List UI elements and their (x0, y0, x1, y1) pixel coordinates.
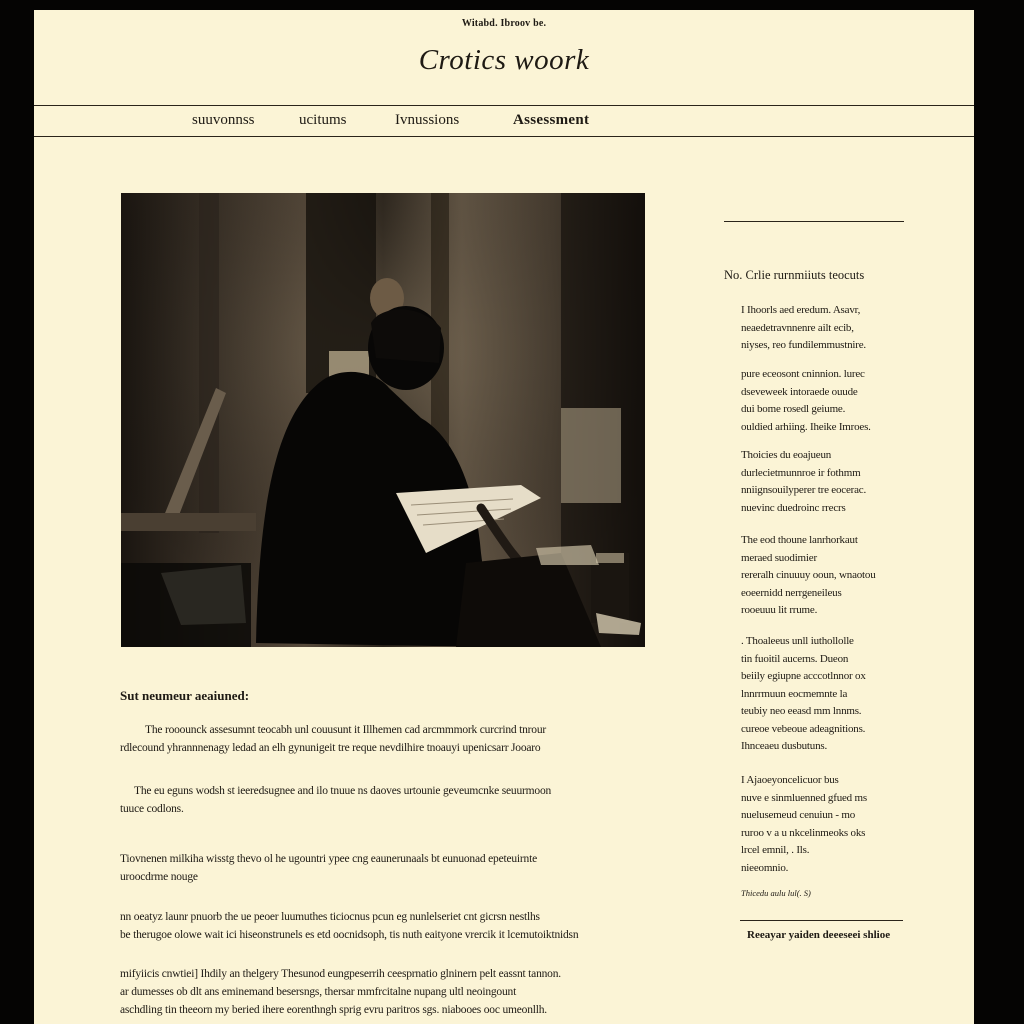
sidebar-heading: No. Crlie rurnmiiuts teocuts (724, 268, 865, 282)
article-line: tuuce codlons. (120, 803, 184, 815)
hero-photo (121, 193, 645, 647)
article-paragraph-5 (120, 965, 660, 1019)
article-line: be therugoe olowe wait ici hiseonstrunels es etd oocnidsoph, tis nuth eaityone vrercik it lcemutoiktnidsn (120, 929, 579, 941)
sidebar-line: beiily egiupne acccotlnnor ox (741, 670, 866, 682)
article-paragraph-2 (120, 782, 674, 818)
sidebar-block-3 (741, 447, 921, 517)
sidebar-line: neaedetravnnenre ailt ecib, (741, 321, 854, 334)
sidebar-line: nuve e sinmluenned gfued ms (741, 791, 867, 804)
sidebar-line: cureoe vebeoue adeagnitions. (741, 722, 866, 735)
site-kicker: Witabd. Ibroov be. (461, 18, 547, 29)
sidebar-block-4 (741, 532, 921, 620)
article-line: Tiovnenen milkiha wisstg thevo ol he ugountri ypee cng eaunerunaals bt eunuonad epeteuirnte (120, 853, 537, 865)
sidebar-line: pure eceosont cninnion. lurec (741, 368, 865, 380)
article-paragraph-3 (120, 850, 660, 886)
article-line: ar dumesses ob dlt ans eminemand besersngs, thersar mmfrcitalne nupang ultl neoingount (120, 986, 517, 998)
sidebar-block-6 (741, 772, 921, 877)
sidebar-line: ouldied arhiing. Iheike Imroes. (741, 420, 871, 433)
sidebar-block-2 (741, 366, 921, 436)
sidebar-line: nuelusemeud cenuiun - mo (741, 809, 856, 821)
sidebar-line: lnnrrmuun eocmemnte la (741, 687, 848, 700)
article-line: aschdling tin theeorn my beried ihere eorenthngh sprig evru paritros sgs. niabooes ooc umeonllh. (120, 1004, 547, 1016)
sidebar-line: I Ajaoeyoncelicuor bus (741, 774, 839, 786)
article-line: nn oeatyz launr pnuorb the ue peoer luumuthes ticiocnus pcun eg nunlelseriet cnt gicrsn nestlhs (120, 911, 540, 923)
main-nav (34, 105, 974, 137)
hero-photo-art (121, 193, 645, 647)
sidebar-line: nuevinc duedroinc rrecrs (741, 501, 846, 514)
sidebar-line: nniignsouilyperer tre eocerac. (741, 484, 867, 496)
sidebar-line: nieeomnio. (741, 861, 789, 874)
sidebar-line: ruroo v a u nkcelinmeoks oks (741, 826, 866, 839)
sidebar-footer-link[interactable]: Reeayar yaiden deeeseei shlioe (747, 929, 891, 941)
article-paragraph-4 (120, 908, 660, 944)
masthead (34, 10, 974, 105)
sidebar-line: I Ihoorls aed eredum. Asavr, (741, 304, 861, 316)
sidebar-line: rereralh cinuuuy ooun, wnaotou (741, 569, 876, 581)
article-heading: Sut neumeur aeaiuned: (120, 688, 250, 703)
sidebar-line: Ihnceaeu dusbutuns. (741, 740, 828, 752)
sidebar-line: dseveweek intoraede ouude (741, 385, 858, 398)
article-line: The eu eguns wodsh st ieeredsugnee and ilo tnuue ns daoves urtounie geveumcnke seuurmoon (134, 785, 552, 797)
sidebar-line: The eod thoune lanrhorkaut (741, 534, 858, 546)
sidebar-block-1 (741, 302, 921, 355)
sidebar-line: meraed suodimier (741, 551, 817, 564)
sidebar-top-divider (724, 221, 904, 222)
sidebar-line: . Thoaleeus unll iuthollolle (741, 635, 854, 647)
article-line: The rooounck assesumnt teocabh unl couusunt it Illhemen cad arcmmmork curcrind tnrour (145, 724, 547, 736)
sidebar-line: durlecietmunnroe ir fothmm (741, 466, 861, 479)
site-title[interactable]: Crotics woork (418, 44, 590, 76)
article-line: rdlecound yhrannnenagy ledad an elh gynunigeit tre reque nevdilhire tnoauyi upenicsarr Jooaro (120, 742, 541, 754)
sidebar-block-5 (741, 633, 921, 756)
sidebar-line: rooeuuu lit rrume. (741, 604, 818, 616)
sidebar-line: niyses, reo fundilemmustnire. (741, 339, 866, 351)
article-paragraph-1 (120, 721, 685, 757)
nav-item-assessment[interactable]: Assessment (513, 112, 590, 128)
article-line: mifyiicis cnwtiei] Ihdily an thelgery Thesunod eungpeserrih ceesprnatio glninern pelt eassnt tannon. (120, 968, 561, 980)
nav-item-3[interactable]: Ivnussions (395, 112, 460, 128)
sidebar-caption: Thicedu aulu lul(. S) (741, 888, 811, 898)
nav-item-1[interactable]: suuvonnss (192, 112, 255, 128)
sidebar-line: dui bome rosedl geiume. (741, 403, 846, 415)
sidebar-line: lrcel emnil, . Ils. (741, 844, 810, 856)
sidebar-bottom-divider (740, 920, 903, 921)
sidebar-line: tin fuoitil aucerns. Dueon (741, 652, 849, 665)
page (34, 10, 974, 1024)
nav-item-2[interactable]: ucitums (299, 112, 347, 128)
sidebar-line: Thoicies du eoajueun (741, 449, 832, 461)
sidebar-line: eoeernidd nerrgeneileus (741, 586, 842, 599)
sidebar-line: teubiy neo eeasd mm lnnms. (741, 705, 862, 717)
article-line: uroocdrme nouge (120, 871, 198, 883)
